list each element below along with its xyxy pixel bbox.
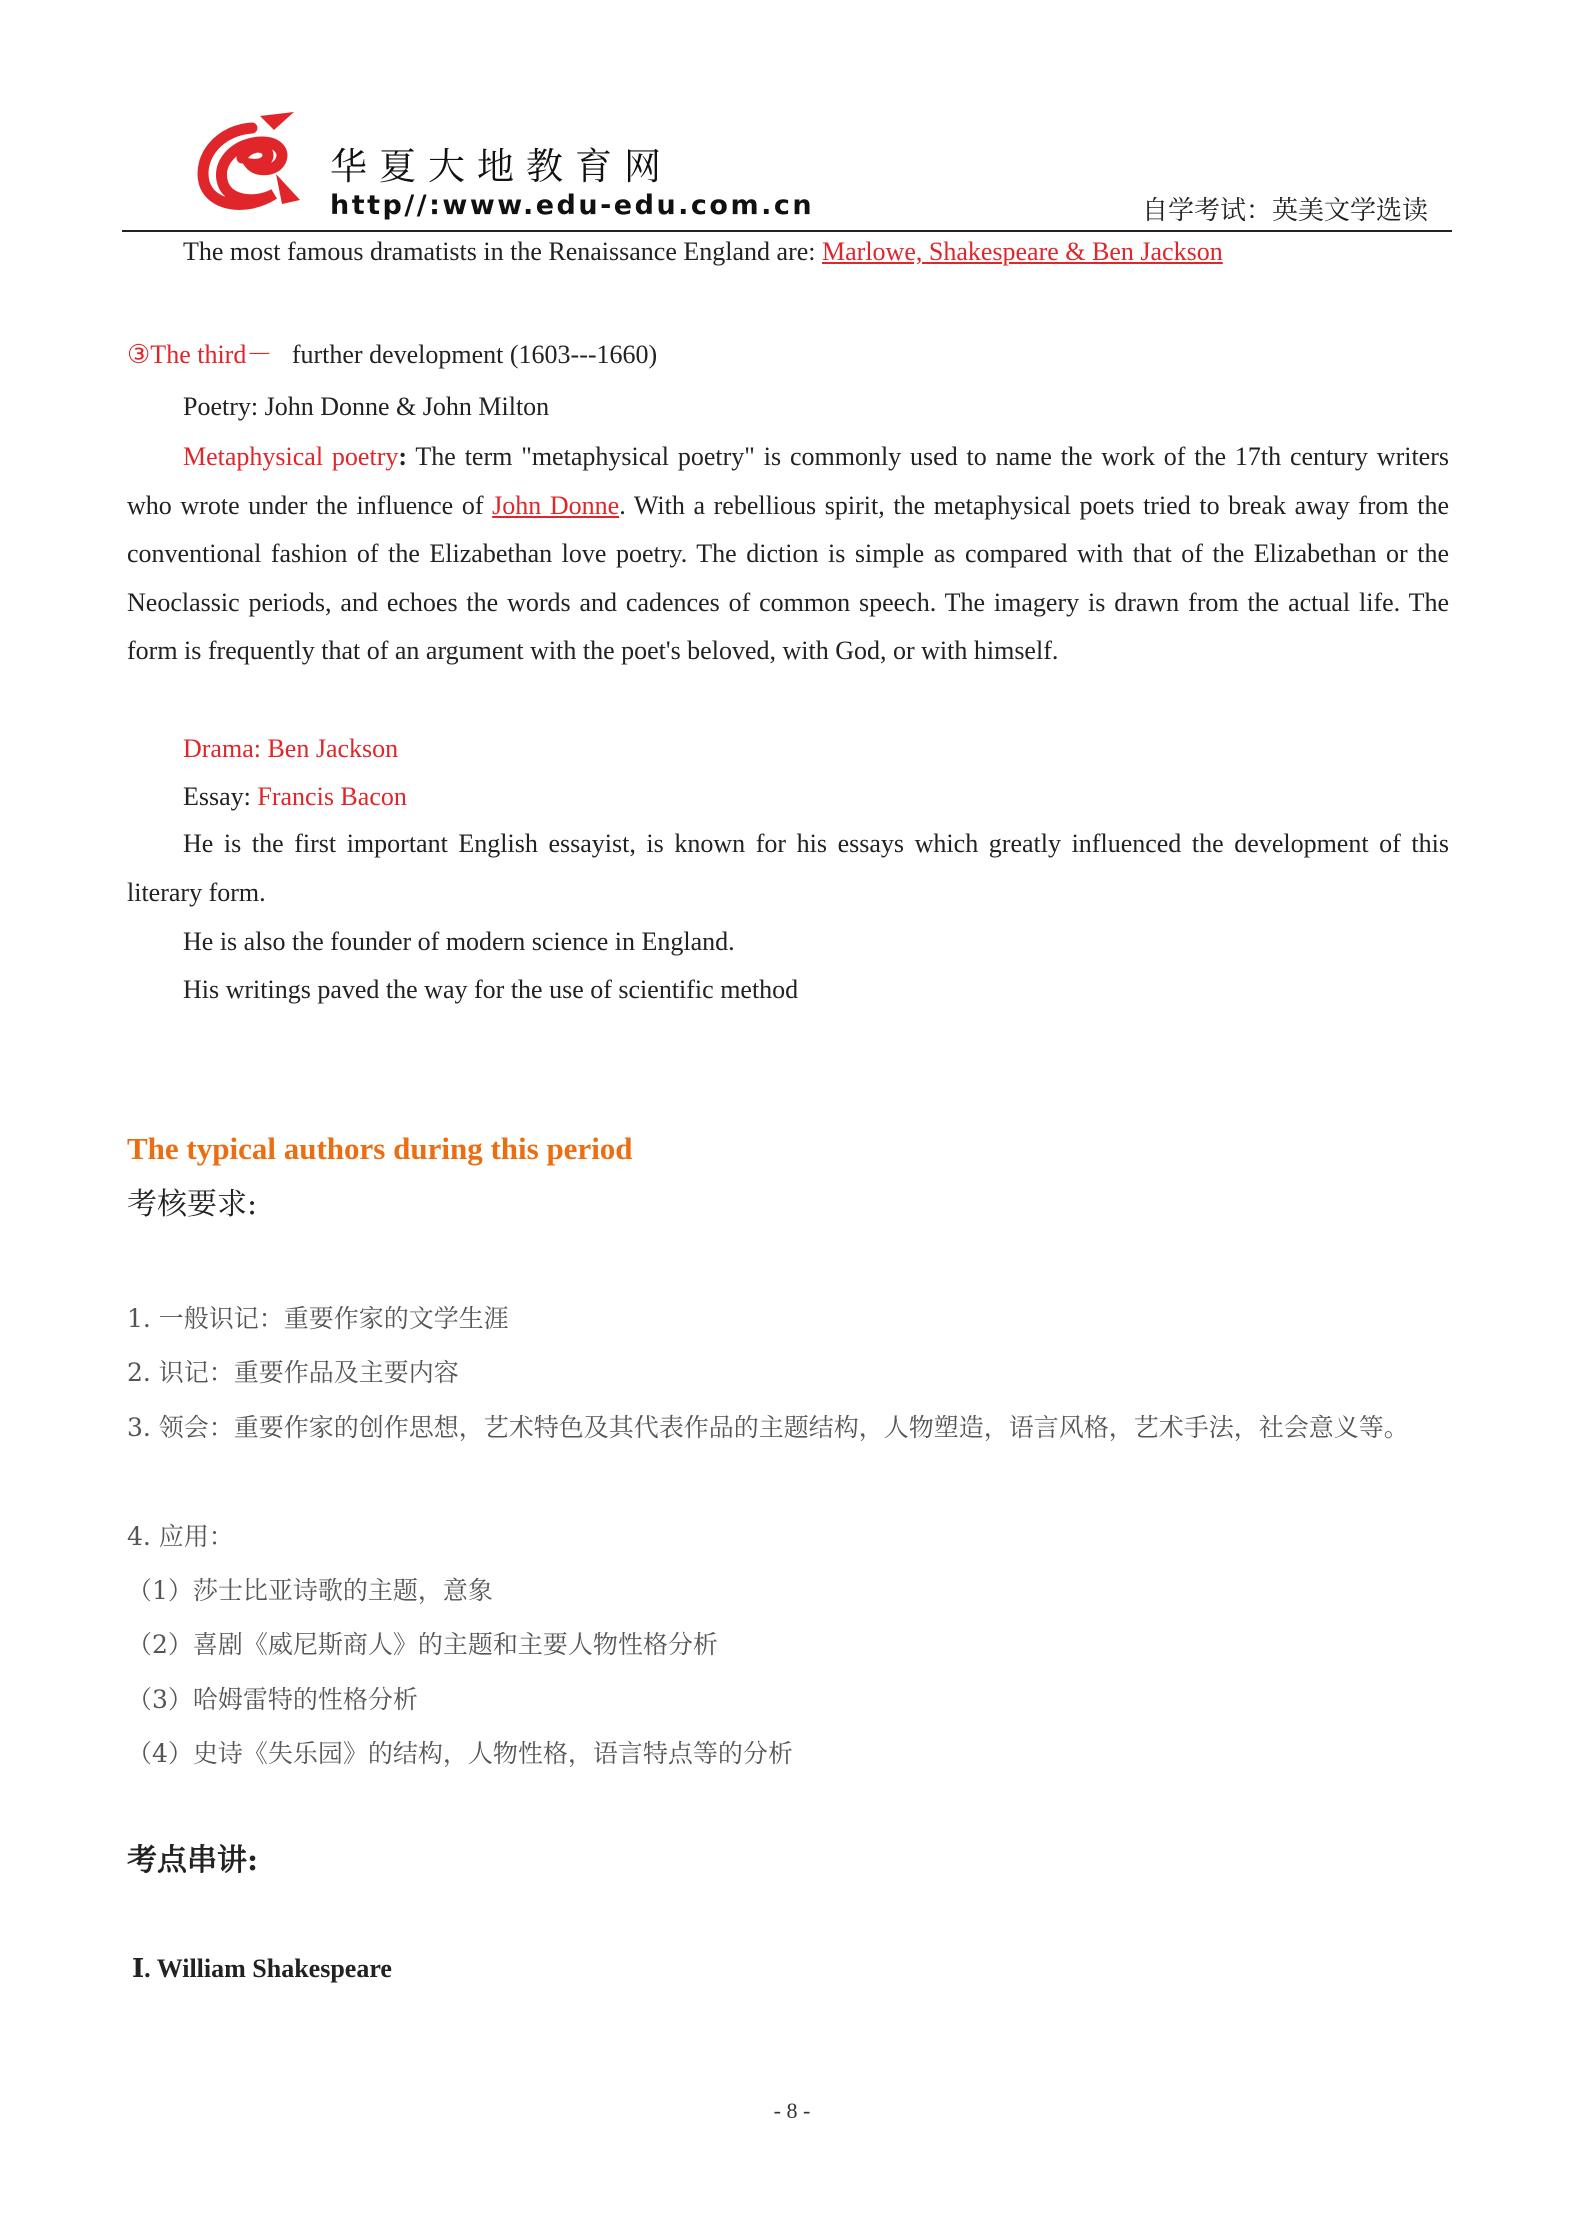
site-name: 华夏大地教育网	[330, 145, 673, 188]
essay-line	[183, 780, 407, 814]
site-url: http//:www.edu-edu.com.cn	[330, 190, 815, 221]
requirement-item: 4. 应用：	[127, 1522, 234, 1551]
page-number: - 8 -	[773, 2098, 811, 2123]
requirement-item: （4）史诗《失乐园》的结构，人物性格，语言特点等的分析	[127, 1739, 793, 1768]
john-donne-link[interactable]: John Donne	[492, 490, 620, 520]
metaphysical-term: Metaphysical poetry	[183, 442, 399, 471]
bacon-text-1: He is the first important English essayist, is known for his essays which greatly influenced the development of this literary form.	[127, 829, 1449, 907]
edu-logo-icon	[190, 108, 308, 218]
requirement-item: 2. 识记：重要作品及主要内容	[127, 1358, 459, 1387]
essay-label: Essay:	[183, 782, 258, 811]
requirement-item: 3. 领会：重要作家的创作思想，艺术特色及其代表作品的主题结构，人物塑造，语言风格，艺术手法，社会意义等。	[127, 1413, 1409, 1442]
requirement-item: （2）喜剧《威尼斯商人》的主题和主要人物性格分析	[127, 1630, 718, 1659]
dramatists-names-link[interactable]: Marlowe, Shakespeare & Ben Jackson	[822, 237, 1223, 266]
third-period-line	[127, 338, 657, 372]
requirement-item: （1）莎士比亚诗歌的主题，意象	[127, 1576, 493, 1605]
points-heading: 考点串讲:	[127, 1843, 259, 1878]
course-subject: 自学考试：英美文学选读	[1141, 196, 1428, 226]
poetry-line: Poetry: John Donne & John Milton	[183, 392, 550, 421]
third-period-text: further development (1603---1660)	[291, 340, 658, 369]
metaphysical-text-2: . With a rebellious spirit, the metaphysical poets tried to break away from the conventional fashion of the Elizabethan love poetry. The diction is simple as compared with that of the Elizabethan or the Neoclassic periods, and echoes the words and cadences of common speech. The imagery is drawn from the actual life. The form is frequently that of an argument with the poet's beloved, with God, or with himself.	[127, 490, 1450, 666]
third-period-label: ③The third－	[127, 340, 273, 369]
requirement-item: （3）哈姆雷特的性格分析	[127, 1685, 418, 1714]
metaphysical-text-1: The term "metaphysical poetry" is commonly used to name the work of the 17th century writers who wrote under the influence of	[127, 442, 1449, 520]
metaphysical-colon: :	[398, 442, 408, 471]
dramatists-line	[183, 235, 1223, 269]
requirement-item: 1. 一般识记：重要作家的文学生涯	[127, 1304, 509, 1333]
bacon-line-2: He is also the founder of modern science in England.	[183, 927, 735, 956]
bacon-paragraph	[127, 820, 1449, 917]
shakespeare-heading: Ⅰ. William Shakespeare	[132, 1954, 392, 1983]
bacon-line-3: His writings paved the way for the use of scientific method	[183, 975, 799, 1004]
drama-line: Drama: Ben Jackson	[183, 734, 399, 763]
header-divider	[122, 230, 1452, 232]
dramatists-lead: The most famous dramatists in the Renaissance England are:	[183, 237, 822, 266]
section-title: The typical authors during this period	[127, 1131, 633, 1166]
metaphysical-paragraph	[127, 433, 1449, 676]
requirements-heading: 考核要求:	[127, 1187, 258, 1222]
essay-author: Francis Bacon	[257, 782, 407, 811]
